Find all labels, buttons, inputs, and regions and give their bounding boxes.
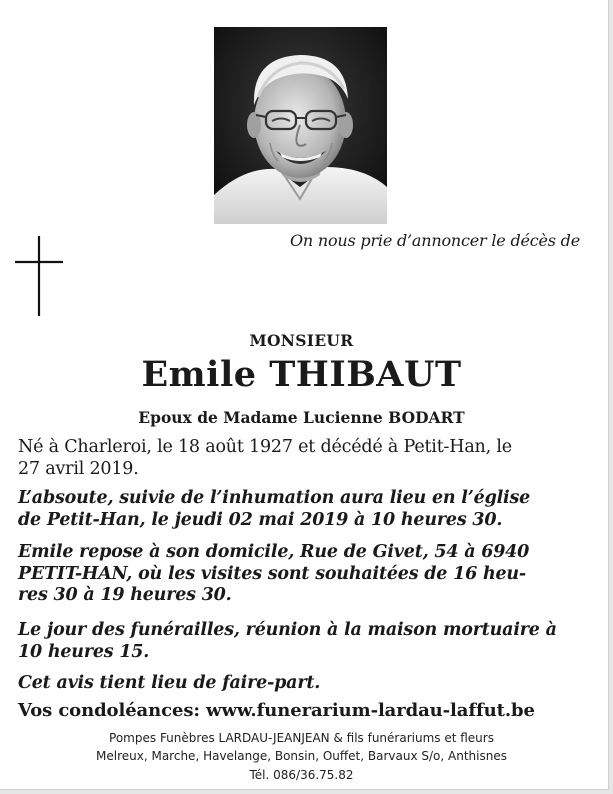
reunion-line-1: Le jour des funérailles, réunion à la maison mortuaire à [18,620,557,640]
reunion-paragraph [18,620,588,663]
birth-death-line-2: 27 avril 2019. [18,458,139,479]
repose-line-2: PETIT-HAN, où les visites sont souhaitées de 16 heu- [18,563,526,584]
honorific: MONSIEUR [249,331,354,350]
deceased-name: Emile THIBAUT [141,354,462,395]
footer-phone: Tél. 086/36.75.82 [249,768,354,782]
faire-part-paragraph: Cet avis tient lieu de faire-part. [18,673,321,693]
absoute-line-1: L’absoute, suivie de l’inhumation aura lieu en l’église [18,488,531,508]
repose-line-1: Emile repose à son domicile, Rue de Givet, 54 à 6940 [18,542,530,562]
repose-paragraph [18,542,588,607]
condolences-link[interactable]: Vos condoléances: www.funerarium-lardau-laffut.be [18,700,535,721]
announcement-text: On nous prie d’annoncer le décès de [289,231,580,250]
repose-line-3: res 30 à 19 heures 30. [18,585,232,605]
reunion-line-2: 10 heures 15. [18,641,150,662]
portrait-photo [214,27,387,224]
birth-death-paragraph [18,437,588,480]
birth-death-line-1: Né à Charleroi, le 18 août 1927 et décédé à Petit-Han, le [18,437,512,457]
absoute-line-2: de Petit-Han, le jeudi 02 mai 2019 à 10 heures 30. [18,509,503,530]
latin-cross-icon [15,236,63,316]
footer-company: Pompes Funèbres LARDAU-JEANJEAN & fils funérariums et fleurs [109,731,494,745]
absoute-paragraph [18,488,588,531]
spouse-line: Epoux de Madame Lucienne BODART [138,408,465,427]
footer-locations: Melreux, Marche, Havelange, Bonsin, Ouffet, Barvaux S/o, Anthisnes [96,749,507,763]
